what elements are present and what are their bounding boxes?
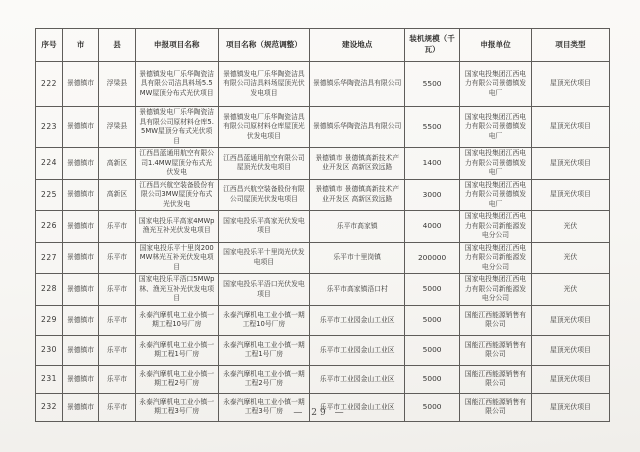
cell-adjusted_name: 国家电投乐平浯口光伏发电项目 [218,274,310,306]
table-row [36,305,610,335]
column-header-capacity_kw: 装机规模（千瓦） [405,29,460,62]
cell-applicant: 国家电投集团江西电力有限公司新能源发电分公司 [460,274,532,306]
cell-serial: 232 [36,393,63,421]
column-header-adjusted_name: 项目名称（规范调整） [218,29,310,62]
cell-capacity_kw: 5500 [405,62,460,107]
cell-adjusted_name: 国家电投乐平高家光伏发电项目 [218,211,310,243]
cell-declared_name: 国家电投乐平十里岗200MW林光互补光伏发电项目 [135,242,218,274]
cell-city: 景德镇市 [62,211,98,243]
cell-declared_name: 永泰汽摩机电工业小镇一期工程10号厂房 [135,305,218,335]
cell-adjusted_name: 江西昌蓝通用航空有限公司屋顶光伏发电项目 [218,148,310,180]
column-header-city: 市 [62,29,98,62]
cell-declared_name: 江西昌蓝通用航空有限公司1.4MW屋顶分布式光伏发电 [135,148,218,180]
cell-county: 乐平市 [99,242,136,274]
cell-applicant: 国能江西能源销售有限公司 [460,305,532,335]
cell-city: 景德镇市 [62,365,98,393]
cell-location: 乐平市高家镇 [310,211,405,243]
cell-project_type: 屋顶光伏项目 [531,335,609,365]
cell-project_type: 屋顶光伏项目 [531,365,609,393]
cell-project_type: 屋顶光伏项目 [531,107,609,148]
cell-city: 景德镇市 [62,393,98,421]
cell-capacity_kw: 5000 [405,335,460,365]
cell-applicant: 国家电投集团江西电力有限公司景德镇发电厂 [460,62,532,107]
table-row [36,335,610,365]
cell-capacity_kw: 5500 [405,107,460,148]
cell-capacity_kw: 200000 [405,242,460,274]
cell-county: 高新区 [99,148,136,180]
cell-city: 景德镇市 [62,179,98,211]
cell-city: 景德镇市 [62,335,98,365]
column-header-declared_name: 申报项目名称 [135,29,218,62]
cell-applicant: 国能江西能源销售有限公司 [460,365,532,393]
column-header-project_type: 项目类型 [531,29,609,62]
cell-serial: 228 [36,274,63,306]
cell-city: 景德镇市 [62,107,98,148]
cell-project_type: 屋顶光伏项目 [531,393,609,421]
cell-location: 乐平市工业园金山工业区 [310,393,405,421]
cell-serial: 223 [36,107,63,148]
cell-project_type: 光伏 [531,242,609,274]
cell-applicant: 国家电投集团江西电力有限公司新能源发电分公司 [460,242,532,274]
cell-city: 景德镇市 [62,305,98,335]
table-body [36,62,610,422]
column-header-applicant: 申报单位 [460,29,532,62]
cell-city: 景德镇市 [62,148,98,180]
cell-adjusted_name: 永泰汽摩机电工业小镇一期工程10号厂房 [218,305,310,335]
cell-location: 景德镇乐华陶瓷洁具有限公司 [310,62,405,107]
cell-county: 高新区 [99,179,136,211]
cell-county: 乐平市 [99,335,136,365]
cell-applicant: 国家电投集团江西电力有限公司景德镇发电厂 [460,179,532,211]
cell-adjusted_name: 景德镇发电厂乐华陶瓷洁具有限公司洁具料场屋顶光伏发电项目 [218,62,310,107]
cell-adjusted_name: 永泰汽摩机电工业小镇一期工程3号厂房 [218,393,310,421]
cell-project_type: 光伏 [531,211,609,243]
cell-county: 乐平市 [99,393,136,421]
table-row [36,179,610,211]
cell-project_type: 屋顶光伏项目 [531,179,609,211]
cell-serial: 229 [36,305,63,335]
cell-applicant: 国能江西能源销售有限公司 [460,335,532,365]
table-header-row [36,29,610,62]
cell-capacity_kw: 5000 [405,305,460,335]
table-row [36,148,610,180]
table-row [36,242,610,274]
cell-county: 浮梁县 [99,62,136,107]
cell-capacity_kw: 5000 [405,274,460,306]
cell-city: 景德镇市 [62,274,98,306]
cell-location: 乐平市工业园金山工业区 [310,365,405,393]
cell-applicant: 国家电投集团江西电力有限公司景德镇发电厂 [460,107,532,148]
cell-declared_name: 国家电投乐平高家4MWp渔光互补光伏发电项目 [135,211,218,243]
cell-serial: 225 [36,179,63,211]
cell-declared_name: 永泰汽摩机电工业小镇一期工程1号厂房 [135,335,218,365]
table-row [36,274,610,306]
cell-capacity_kw: 4000 [405,211,460,243]
projects-table [35,28,610,422]
cell-serial: 227 [36,242,63,274]
cell-county: 乐平市 [99,211,136,243]
cell-serial: 224 [36,148,63,180]
cell-declared_name: 永泰汽摩机电工业小镇一期工程3号厂房 [135,393,218,421]
cell-adjusted_name: 永泰汽摩机电工业小镇一期工程2号厂房 [218,365,310,393]
cell-location: 乐平市高家镇浯口村 [310,274,405,306]
table-row [36,62,610,107]
cell-project_type: 屋顶光伏项目 [531,62,609,107]
cell-capacity_kw: 3000 [405,179,460,211]
cell-applicant: 国能江西能源销售有限公司 [460,393,532,421]
cell-city: 景德镇市 [62,242,98,274]
column-header-county: 县 [99,29,136,62]
cell-adjusted_name: 永泰汽摩机电工业小镇一期工程1号厂房 [218,335,310,365]
cell-serial: 231 [36,365,63,393]
cell-applicant: 国家电投集团江西电力有限公司景德镇发电厂 [460,148,532,180]
cell-county: 乐平市 [99,274,136,306]
table-row [36,365,610,393]
cell-capacity_kw: 1400 [405,148,460,180]
cell-serial: 226 [36,211,63,243]
cell-location: 景德镇市 景德镇高新技术产业开发区 高新区致远路 [310,148,405,180]
cell-serial: 230 [36,335,63,365]
cell-location: 乐平市十里岗镇 [310,242,405,274]
cell-declared_name: 永泰汽摩机电工业小镇一期工程2号厂房 [135,365,218,393]
cell-declared_name: 江西昌兴航空装备股份有限公司3MW屋顶分布式光伏发电 [135,179,218,211]
cell-city: 景德镇市 [62,62,98,107]
cell-capacity_kw: 5000 [405,365,460,393]
table-row [36,211,610,243]
cell-serial: 222 [36,62,63,107]
cell-declared_name: 景德镇发电厂乐华陶瓷洁具有限公司原材料仓库5.5MW屋顶分布式光伏项目 [135,107,218,148]
cell-county: 乐平市 [99,365,136,393]
page-number: — 29 — [293,408,347,418]
cell-location: 景德镇乐华陶瓷洁具有限公司 [310,107,405,148]
cell-location: 景德镇市 景德镇高新技术产业开发区 高新区致远路 [310,179,405,211]
cell-project_type: 屋顶光伏项目 [531,305,609,335]
column-header-location: 建设地点 [310,29,405,62]
cell-declared_name: 景德镇发电厂乐华陶瓷洁具有限公司洁具料场5.5MW屋顶分布式光伏项目 [135,62,218,107]
cell-location: 乐平市工业园金山工业区 [310,335,405,365]
cell-project_type: 光伏 [531,274,609,306]
cell-adjusted_name: 国家电投乐平十里岗光伏发电项目 [218,242,310,274]
column-header-serial: 序号 [36,29,63,62]
cell-capacity_kw: 5000 [405,393,460,421]
cell-county: 浮梁县 [99,107,136,148]
table-row [36,107,610,148]
cell-adjusted_name: 景德镇发电厂乐华陶瓷洁具有限公司原材料仓库屋顶光伏发电项目 [218,107,310,148]
cell-project_type: 屋顶光伏项目 [531,148,609,180]
cell-location: 乐平市工业园金山工业区 [310,305,405,335]
cell-declared_name: 国家电投乐平浯口5MWp林、渔光互补光伏发电项目 [135,274,218,306]
cell-adjusted_name: 江西昌兴航空装备股份有限公司屋顶光伏发电项目 [218,179,310,211]
cell-applicant: 国家电投集团江西电力有限公司新能源发电分公司 [460,211,532,243]
cell-county: 乐平市 [99,305,136,335]
